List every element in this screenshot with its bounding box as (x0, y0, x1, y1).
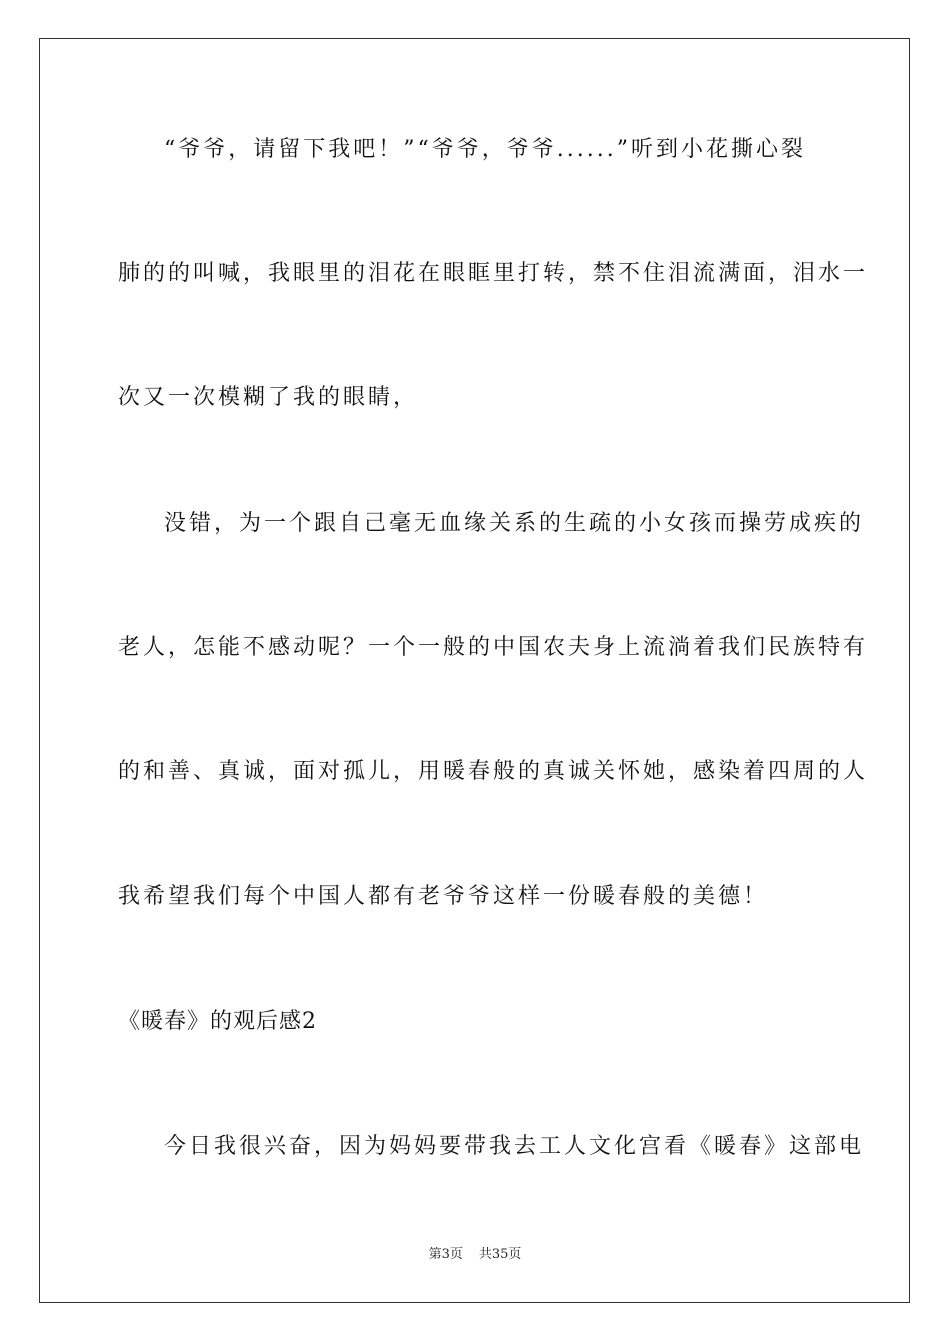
text-line-1: “爷爷，请留下我吧！”“爷爷，爷爷......”听到小花撕心裂 (164, 137, 806, 162)
text-line-2: 肺的的叫喊，我眼里的泪花在眼眶里打转，禁不住泪流满面，泪水一 (118, 261, 869, 286)
page-number: 第3页 (428, 1247, 463, 1262)
text-line-4: 没错，为一个跟自己毫无血缘关系的生疏的小女孩而操劳成疾的 (164, 511, 865, 536)
page-border (39, 38, 910, 1303)
page-footer (0, 1246, 950, 1264)
text-line-9: 今日我很兴奋，因为妈妈要带我去工人文化宫看《暖春》这部电 (164, 1134, 865, 1159)
text-line-5: 老人，怎能不感动呢？一个一般的中国农夫身上流淌着我们民族特有 (118, 635, 869, 660)
text-line-3: 次又一次模糊了我的眼睛， (118, 385, 419, 410)
page-total: 共35页 (478, 1247, 522, 1262)
text-line-7: 我希望我们每个中国人都有老爷爷这样一份暖春般的美德！ (118, 884, 769, 909)
section-heading: 《暖春》的观后感2 (118, 1009, 317, 1034)
text-line-6: 的和善、真诚，面对孤儿，用暖春般的真诚关怀她，感染着四周的人 (118, 759, 869, 784)
